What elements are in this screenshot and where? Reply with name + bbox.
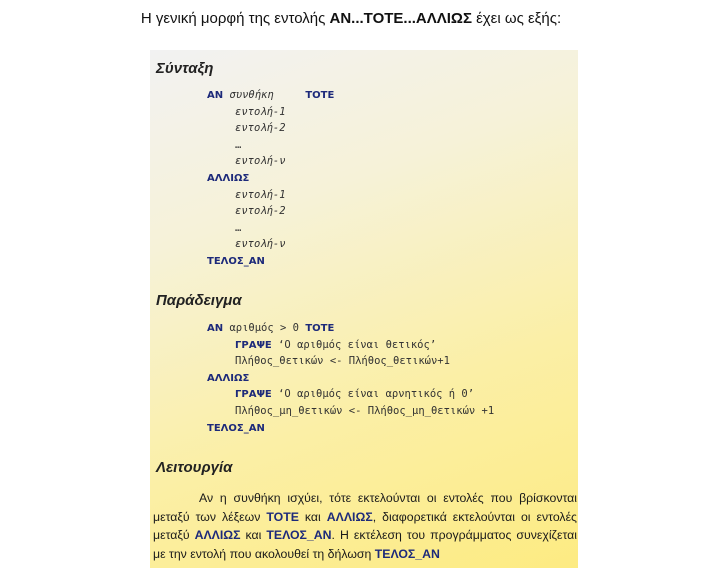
example-assign-line: Πλήθος_θετικών <- Πλήθος_θετικών+1: [235, 355, 450, 368]
syntax-endif-line: [207, 253, 334, 270]
syntax-else-line: εντολή-2: [235, 205, 286, 218]
syntax-if-line: [207, 87, 334, 104]
example-else-line: ΑΛΛΙΩΣ: [207, 372, 250, 384]
syntax-heading: Σύνταξη: [156, 60, 214, 77]
example-write-line: ΓΡΑΨΕ ‘Ο αριθμός είναι θετικός’: [235, 338, 437, 351]
intro-sentence: [0, 10, 702, 27]
example-if-line: ΑΝ αριθμός > 0 ΤΟΤΕ: [207, 322, 335, 334]
kw-then: ΤΟΤΕ: [305, 90, 335, 101]
intro-prefix: Η γενική μορφή της εντολής: [140, 10, 330, 27]
syntax-then-line: εντολή-2: [235, 122, 286, 135]
kw-if: ΑΝ: [207, 90, 224, 101]
syntax-condition: συνθήκη: [229, 89, 274, 101]
syntax-else-line: [207, 170, 334, 187]
kw-else: ΑΛΛΙΩΣ: [207, 172, 250, 184]
syntax-else-line: εντολή-1: [235, 188, 286, 201]
intro-suffix: έχει ως εξής:: [471, 10, 562, 27]
intro-keyword: ΑΝ...ΤΟΤΕ...ΑΛΛΙΩΣ: [329, 10, 472, 27]
syntax-then-line: …: [235, 138, 242, 151]
example-code-block: [207, 320, 494, 436]
example-write-line: ΓΡΑΨΕ ‘Ο αριθμός είναι αρνητικός ή 0’: [235, 388, 475, 401]
example-endif-line: ΤΕΛΟΣ_ΑΝ: [207, 422, 265, 434]
syntax-else-line: εντολή-ν: [235, 238, 286, 251]
operation-paragraph: Αν η συνθήκη ισχύει, τότε εκτελούνται οι εντολές που βρίσκονται μεταξύ των λέξεων ΤΟΤΕ και ΑΛΛΙΩΣ, διαφορετικά εκτελούνται οι εντολές μεταξύ ΑΛΛΙΩΣ και ΤΕΛΟΣ_ΑΝ. Η εκτέλεση του προγράμματος συνεχίζεται με την εντολή που ακολουθεί τη δήλωση ΤΕΛΟΣ_ΑΝ: [153, 491, 577, 561]
kw-endif: ΤΕΛΟΣ_ΑΝ: [207, 255, 265, 267]
operation-heading: Λειτουργία: [156, 459, 233, 476]
syntax-else-line: …: [235, 221, 242, 234]
example-assign-line: Πλήθος_μη_θετικών <- Πλήθος_μη_θετικών +1: [235, 404, 495, 417]
example-heading: Παράδειγμα: [156, 292, 242, 309]
syntax-then-line: εντολή-1: [235, 105, 286, 118]
syntax-then-line: εντολή-ν: [235, 155, 286, 168]
syntax-code-block: [207, 87, 334, 270]
